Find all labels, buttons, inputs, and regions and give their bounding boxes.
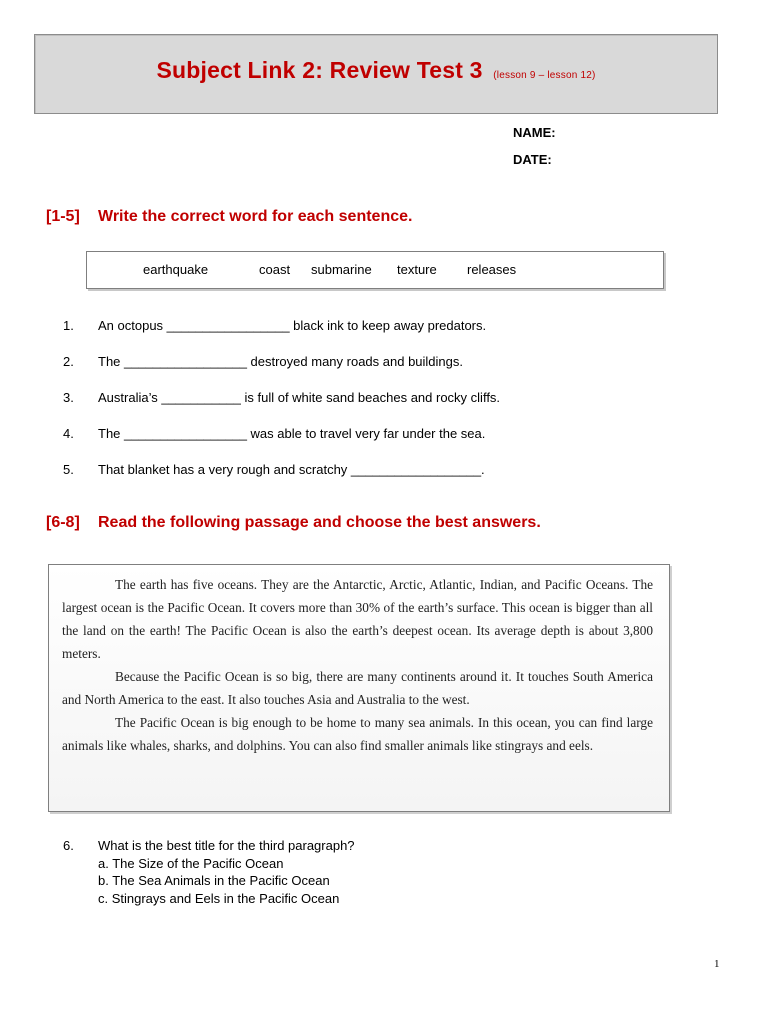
section2-heading: [46, 514, 541, 532]
answer-option-b: b. The Sea Animals in the Pacific Ocean: [98, 873, 330, 888]
question-text: Australia’s ___________ is full of white sand beaches and rocky cliffs.: [98, 390, 501, 405]
page-title: [35, 57, 717, 84]
section1-number: [1-5]: [46, 208, 80, 225]
answer-option-c: c. Stingrays and Eels in the Pacific Ocean: [98, 890, 340, 906]
question-text: That blanket has a very rough and scratchy __________________.: [98, 462, 485, 477]
section1-heading: [46, 208, 412, 226]
section2-instruction: Read the following passage and choose the best answers.: [98, 514, 541, 531]
word-bank: [86, 251, 664, 289]
word-bank-item: releases: [467, 262, 517, 277]
section1-instruction: Write the correct word for each sentence.: [98, 208, 413, 225]
question-4: [63, 426, 485, 441]
question-6: [63, 837, 355, 907]
passage-paragraph-3: The Pacific Ocean is big enough to be home to many sea animals. In this ocean, you can find large animals like whales, sharks, and dolphins. You can also find smaller animals like stingrays and eels.: [62, 715, 653, 753]
question-text: What is the best title for the third paragraph?: [98, 838, 355, 853]
answer-option-a: a. The Size of the Pacific Ocean: [98, 855, 284, 871]
question-number: 4.: [63, 426, 74, 441]
question-number: 2.: [63, 354, 74, 369]
question-number: 1.: [63, 318, 74, 333]
page-number: 1: [714, 958, 720, 970]
title-text: Subject Link 2: Review Test 3: [156, 57, 483, 83]
name-label: NAME:: [513, 125, 556, 140]
date-label: DATE:: [513, 152, 552, 167]
question-3: [63, 390, 500, 405]
reading-passage: [48, 564, 670, 812]
question-text: The _________________ was able to travel very far under the sea.: [98, 426, 486, 441]
section2-number: [6-8]: [46, 514, 80, 531]
word-bank-item: coast: [259, 262, 291, 277]
title-box: [34, 34, 718, 114]
word-bank-item: earthquake: [143, 262, 209, 277]
passage-paragraph-1: The earth has five oceans. They are the Antarctic, Arctic, Atlantic, Indian, and Pacific Oceans. The largest ocean is the Pacific Ocean. It covers more than 30% of the earth’s surface. This ocean is bigger than all the land on the earth! The Pacific Ocean is also the earth’s deepest ocean. Its average depth is about 3,800 meters.: [62, 577, 653, 661]
question-number: 6.: [63, 838, 74, 853]
passage-paragraph-2: Because the Pacific Ocean is so big, there are many continents around it. It touches South America and North America to the east. It also touches Asia and Australia to the west.: [62, 669, 653, 707]
question-2: [63, 354, 463, 369]
question-text: An octopus _________________ black ink to keep away predators.: [98, 318, 487, 333]
question-1: [63, 318, 486, 333]
question-5: [63, 462, 485, 477]
question-text: The _________________ destroyed many roads and buildings.: [98, 354, 463, 369]
word-bank-item: submarine: [311, 262, 372, 277]
question-number: 3.: [63, 390, 74, 405]
word-bank-item: texture: [397, 262, 437, 277]
lesson-range: (lesson 9 – lesson 12): [493, 70, 596, 81]
question-number: 5.: [63, 462, 74, 477]
